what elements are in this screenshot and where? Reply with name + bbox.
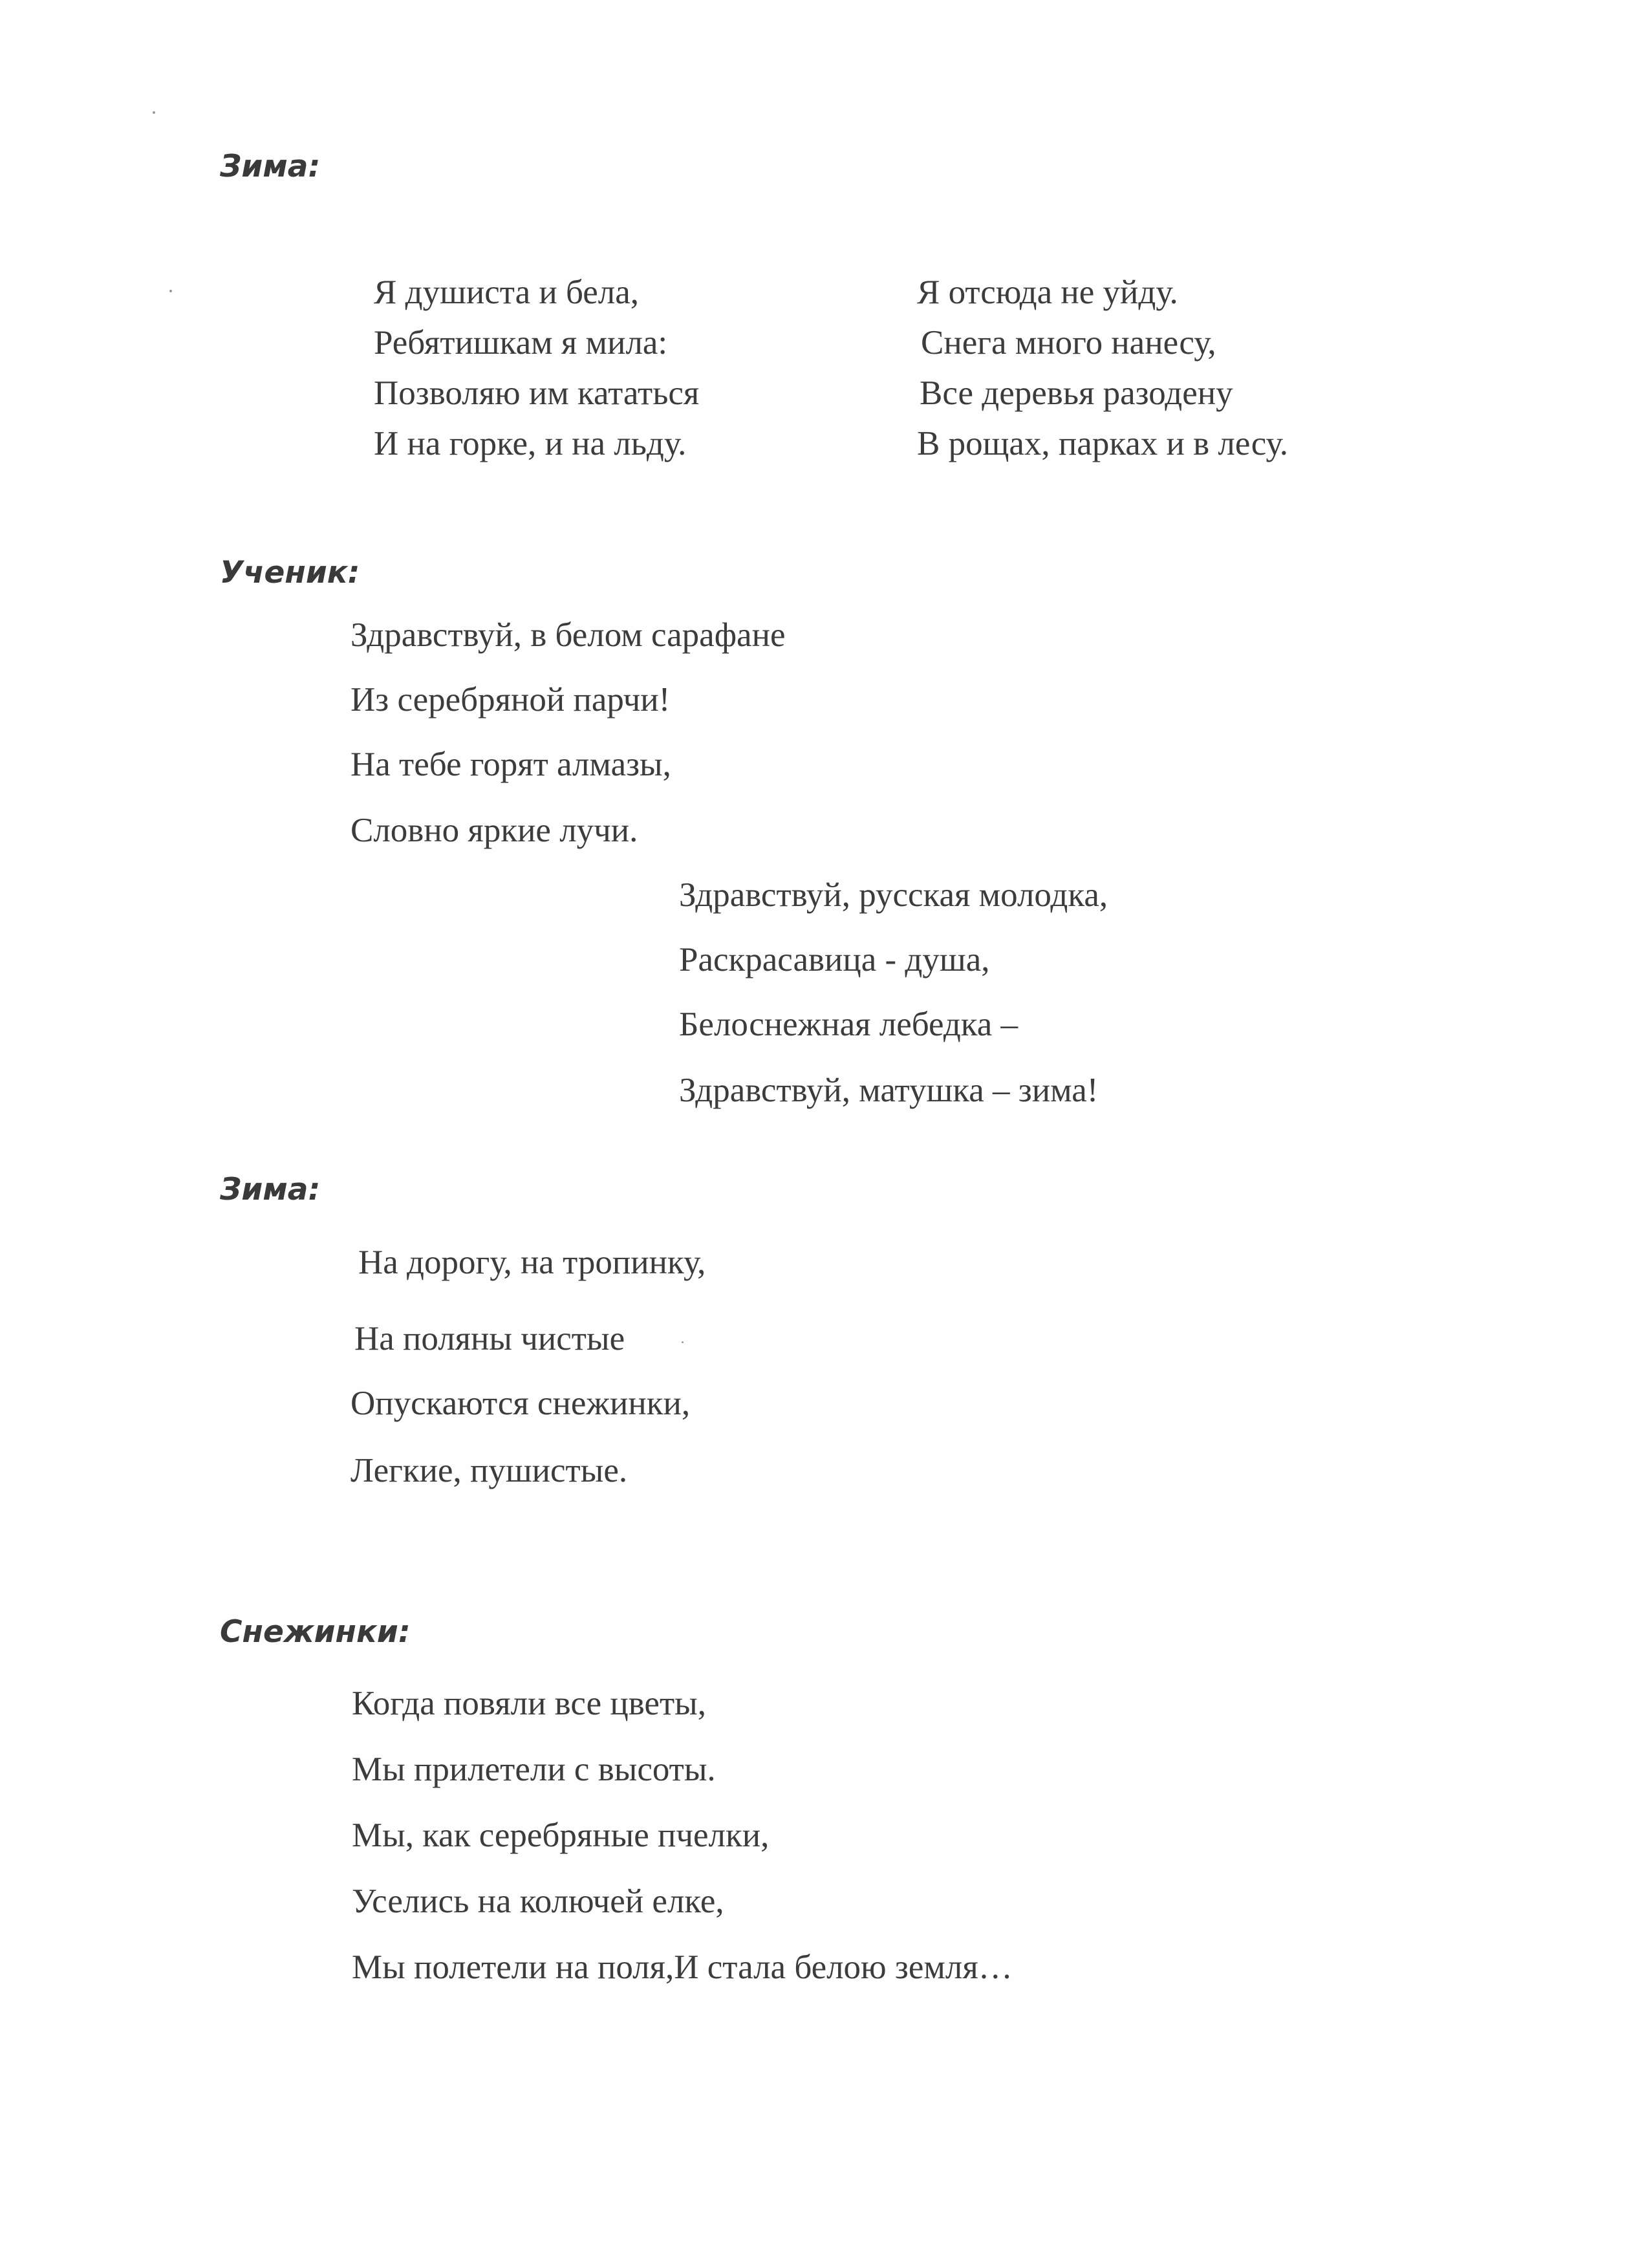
verse-line: На дорогу, на тропинку, bbox=[358, 1244, 706, 1281]
verse-line: Я душиста и бела, bbox=[374, 274, 639, 311]
verse-line: Когда повяли все цветы, bbox=[352, 1685, 706, 1722]
verse-line: Позволяю им кататься bbox=[374, 374, 700, 412]
verse-line: Словно яркие лучи. bbox=[350, 812, 638, 849]
scan-speck bbox=[682, 1341, 684, 1343]
verse-line: Здравствуй, русская молодка, bbox=[679, 876, 1108, 914]
verse-line: Раскрасавица - душа, bbox=[679, 941, 990, 978]
verse-line: Мы, как серебряные пчелки, bbox=[352, 1817, 770, 1854]
verse-line: Здравствуй, матушка – зима! bbox=[679, 1072, 1099, 1109]
speaker-label: Зима: bbox=[220, 149, 321, 184]
verse-line: На тебе горят алмазы, bbox=[350, 746, 671, 783]
speaker-label: Ученик: bbox=[220, 555, 360, 590]
verse-line: Уселись на колючей елке, bbox=[352, 1883, 724, 1920]
verse-line: Из серебряной парчи! bbox=[350, 681, 671, 718]
verse-line: В рощах, парках и в лесу. bbox=[917, 425, 1288, 462]
verse-line: Белоснежная лебедка – bbox=[679, 1006, 1018, 1043]
verse-line: Опускаются снежинки, bbox=[350, 1385, 691, 1422]
verse-line: Мы прилетели с высоты. bbox=[352, 1751, 716, 1788]
scan-speck bbox=[153, 111, 155, 114]
verse-line: И на горке, и на льду. bbox=[374, 425, 687, 462]
scan-speck bbox=[169, 290, 172, 292]
verse-line: Все деревья разодену bbox=[920, 374, 1233, 412]
speaker-label: Зима: bbox=[220, 1172, 321, 1207]
verse-line: Легкие, пушистые. bbox=[350, 1452, 628, 1489]
verse-line: Здравствуй, в белом сарафане bbox=[350, 616, 786, 654]
verse-line: Я отсюда не уйду. bbox=[917, 274, 1178, 311]
verse-line: На поляны чистые bbox=[354, 1320, 625, 1357]
verse-line: Снега много нанесу, bbox=[921, 324, 1216, 362]
speaker-label: Снежинки: bbox=[220, 1614, 411, 1650]
verse-line: Ребятишкам я мила: bbox=[374, 324, 668, 362]
verse-line: Мы полетели на поля,И стала белою земля… bbox=[352, 1949, 1013, 1986]
